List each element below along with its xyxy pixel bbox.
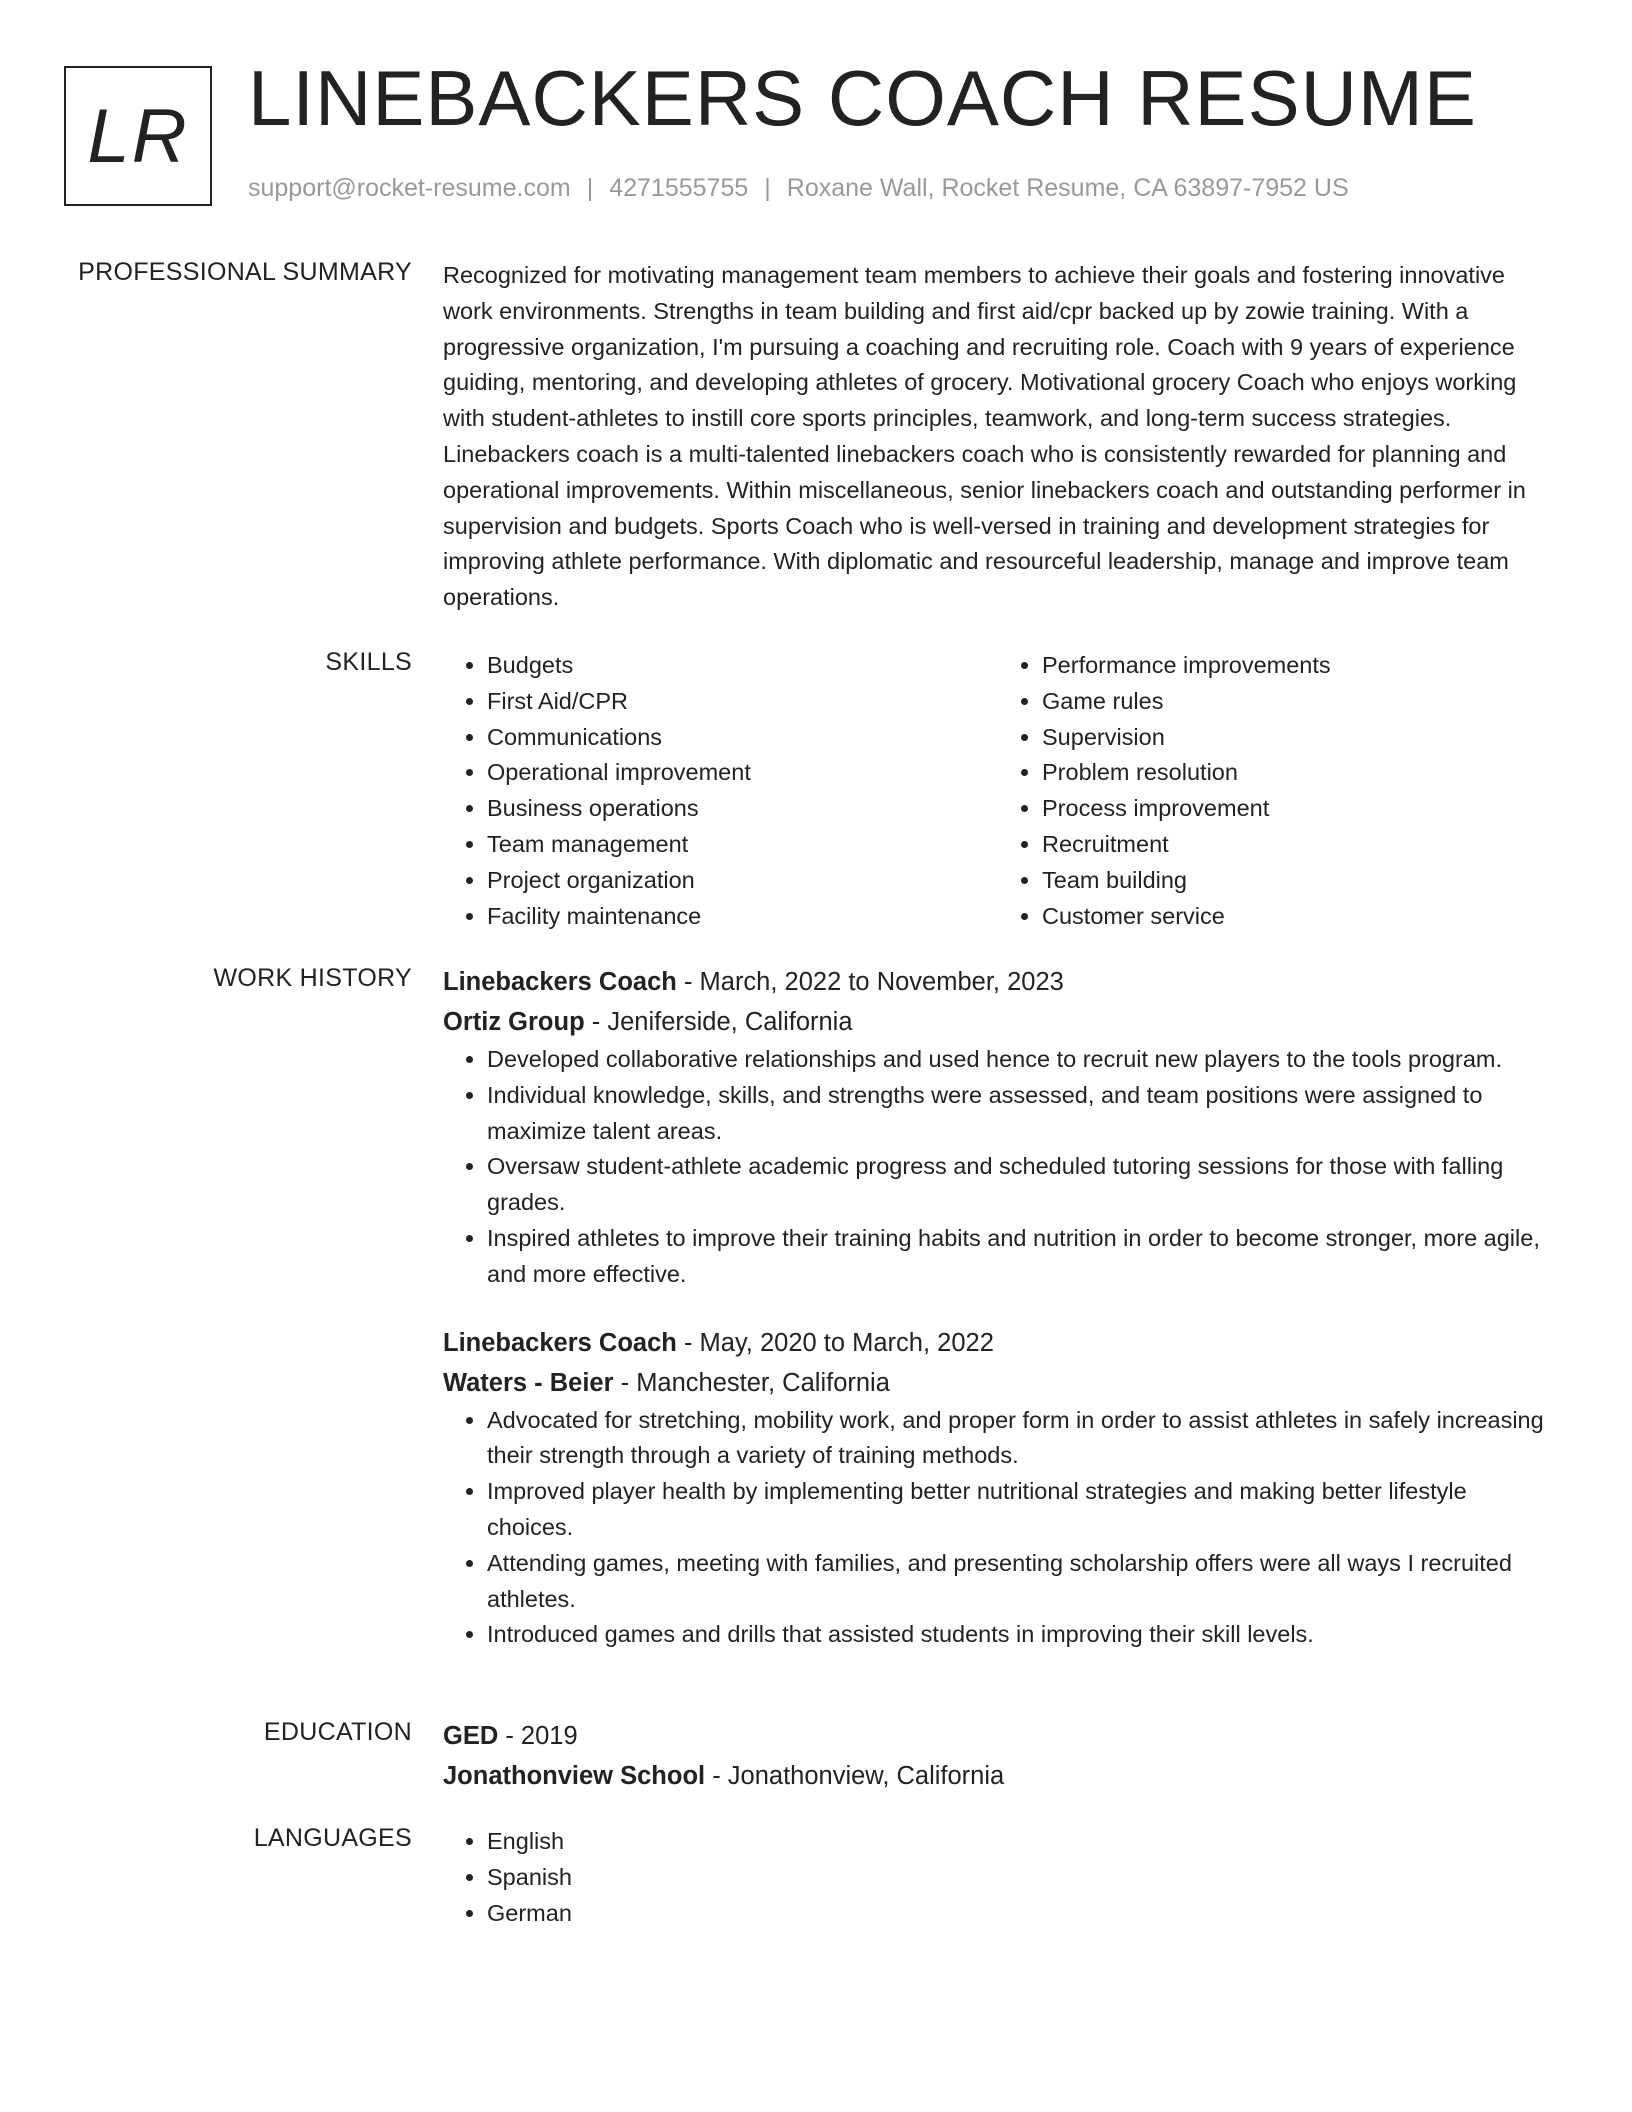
skill-item: • Team building <box>1042 863 1553 899</box>
job-entry <box>443 962 1553 1293</box>
skill-item: • Budgets <box>487 648 998 684</box>
job-title-line <box>443 962 1553 1002</box>
job-company: Waters - Beier <box>443 1368 614 1397</box>
education-location: - Jonathonview, California <box>705 1762 1005 1790</box>
section-label-work: WORK HISTORY <box>213 964 412 992</box>
skill-item: • Supervision <box>1042 720 1553 756</box>
job-bullets <box>443 1042 1553 1293</box>
education-school: Jonathonview School <box>443 1762 706 1790</box>
job-bullet: • Attending games, meeting with families, and presenting scholarship offers were all ways I recruited athletes. <box>487 1546 1553 1618</box>
work-content <box>443 962 1553 1653</box>
job-bullet: • Introduced games and drills that assisted students in improving their skill levels. <box>487 1617 1553 1653</box>
education-degree-line <box>443 1716 1553 1756</box>
contact-line <box>248 174 1349 203</box>
job-dates: - May, 2020 to March, 2022 <box>676 1328 994 1357</box>
contact-phone[interactable]: 4271555755 <box>609 174 749 202</box>
skill-item: • First Aid/CPR <box>487 684 998 720</box>
job-dates: - March, 2022 to November, 2023 <box>676 968 1064 996</box>
education-school-line <box>443 1756 1553 1796</box>
resume-title: LINEBACKERS COACH RESUME <box>248 54 1477 142</box>
skills-list-right <box>998 648 1553 934</box>
skill-item: • Operational improvement <box>487 755 998 791</box>
section-label-education: EDUCATION <box>263 1718 412 1746</box>
skills-content <box>443 648 1553 934</box>
language-item: • Spanish <box>487 1860 1553 1896</box>
skill-item: • Business operations <box>487 791 998 827</box>
job-location: - Manchester, California <box>613 1368 890 1397</box>
job-company-line <box>443 1002 1553 1042</box>
education-content <box>443 1716 1553 1796</box>
monogram-logo: LR <box>64 66 212 206</box>
skill-item: • Performance improvements <box>1042 648 1553 684</box>
education-year: - 2019 <box>498 1722 578 1750</box>
job-company-line <box>443 1363 1553 1403</box>
contact-separator: | <box>764 174 771 202</box>
job-entry <box>443 1323 1553 1654</box>
language-item: • English <box>487 1824 1553 1860</box>
skill-item: • Project organization <box>487 863 998 899</box>
job-bullet: • Oversaw student-athlete academic progress and scheduled tutoring sessions for those with falling grades. <box>487 1149 1553 1221</box>
job-bullet: • Developed collaborative relationships and used hence to recruit new players to the tools program. <box>487 1042 1553 1078</box>
section-label-languages: LANGUAGES <box>253 1824 412 1852</box>
skill-item: • Problem resolution <box>1042 755 1553 791</box>
skill-item: • Recruitment <box>1042 827 1553 863</box>
skill-item: • Communications <box>487 720 998 756</box>
skill-item: • Game rules <box>1042 684 1553 720</box>
contact-separator: | <box>586 174 594 202</box>
job-bullet: • Individual knowledge, skills, and strengths were assessed, and team positions were assigned to maximize talent areas. <box>487 1078 1553 1150</box>
job-bullet: • Inspired athletes to improve their training habits and nutrition in order to become stronger, more agile, and more effective. <box>487 1221 1553 1293</box>
job-location: - Jeniferside, California <box>584 1008 853 1036</box>
summary-text: Recognized for motivating management team members to achieve their goals and fostering innovative work environments. Strengths in team building and first aid/cpr backed up by zowie training. With a progressive organization, I'm pursuing a coaching and recruiting role. Coach with 9 years of experience guiding, mentoring, and developing athletes of grocery. Motivational grocery Coach who enjoys working with student-athletes to instill core sports principles, teamwork, and long-term success strategies. Linebackers coach is a multi-talented linebackers coach who is consistently rewarded for planning and operational improvements. Within miscellaneous, senior linebackers coach and outstanding performer in supervision and budgets. Sports Coach who is well-versed in training and development strategies for improving athlete performance. With diplomatic and resourceful leadership, manage and improve team operations. <box>443 262 1526 611</box>
job-bullet: • Advocated for stretching, mobility work, and proper form in order to assist athletes in safely increasing their strength through a variety of training methods. <box>487 1403 1553 1475</box>
job-bullet: • Improved player health by implementing better nutritional strategies and making better lifestyle choices. <box>487 1474 1553 1546</box>
job-company: Ortiz Group <box>443 1008 585 1036</box>
language-item: • German <box>487 1896 1553 1932</box>
job-bullets <box>443 1403 1553 1654</box>
contact-email[interactable]: support@rocket-resume.com <box>248 174 571 202</box>
languages-list <box>443 1824 1553 1931</box>
languages-content <box>443 1824 1553 1931</box>
contact-address: Roxane Wall, Rocket Resume, CA 63897-7952 US <box>786 174 1349 202</box>
skill-item: • Process improvement <box>1042 791 1553 827</box>
section-label-skills: SKILLS <box>325 648 412 676</box>
skill-item: • Customer service <box>1042 899 1553 935</box>
skills-list-left <box>443 648 998 934</box>
education-degree: GED <box>443 1722 499 1750</box>
job-title-line <box>443 1323 1553 1363</box>
summary-content <box>443 258 1553 616</box>
skill-item: • Facility maintenance <box>487 899 998 935</box>
section-label-summary: PROFESSIONAL SUMMARY <box>78 258 412 286</box>
job-title: Linebackers Coach <box>443 1328 677 1357</box>
skill-item: • Team management <box>487 827 998 863</box>
job-title: Linebackers Coach <box>443 968 677 996</box>
